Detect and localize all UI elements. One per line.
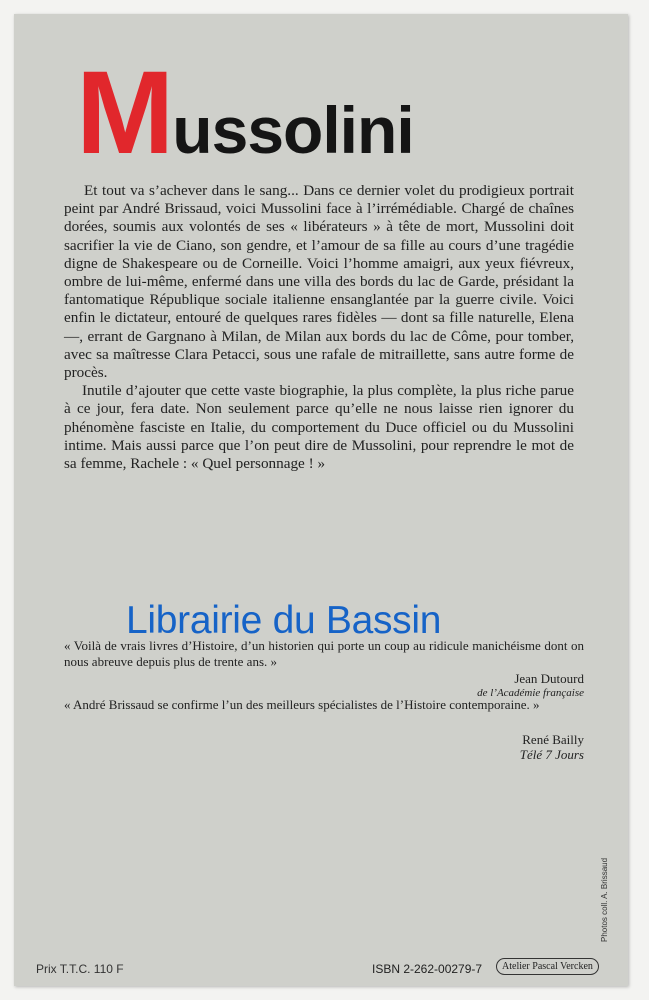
review-attribution-2 xyxy=(520,732,584,762)
bookseller-stamp: Librairie du Bassin xyxy=(126,599,442,642)
blurb xyxy=(64,182,574,473)
book-title xyxy=(76,47,414,179)
book-back-cover xyxy=(14,14,628,986)
blurb-paragraph-1: Et tout va s’achever dans le sang... Dans ce dernier volet du prodigieux portrait peint par André Brissaud, voici Mussolini face à l’irrémédiable. Chargé de chaînes dorées, soumis aux volontés de ses « libérateurs » à tête de mort, Mussolini doit sacrifier la vie de Ciano, son gendre, et l’amour de sa fille au cours d’une tragédie digne de Shakespeare ou de Corneille. Voici l’homme amaigri, aux yeux fiévreux, ombre de lui-même, enfermé dans une villa des bords du lac de Garde, présidant la fantomatique République sociale italienne ensanglantée par la guerre civile. Voici enfin le dictateur, entouré de quelques rares fidèles — dont sa fille naturelle, Elena —, errant de Gargnano à Milan, de Milan aux bords du lac de Côme, pour tomber, avec sa maîtresse Clara Petacci, sous une rafale de mitraillette, sans autre forme de procès. xyxy=(64,182,574,382)
review-author-2: René Bailly xyxy=(522,732,584,747)
review-source-1: de l’Académie française xyxy=(477,687,584,699)
review-quote-1: « Voilà de vrais livres d’Histoire, d’un historien qui porte un coup au ridicule manichéisme dont on nous abreuve depuis plus de trente ans. » xyxy=(64,638,584,669)
review-source-2: Télé 7 Jours xyxy=(519,747,584,762)
title-first-letter: M xyxy=(76,47,173,179)
title-rest: ussolini xyxy=(172,93,414,167)
photo-credit: Photos coll. A. Brissaud xyxy=(600,857,609,942)
review-author-1: Jean Dutourd xyxy=(514,671,584,686)
blurb-paragraph-2: Inutile d’ajouter que cette vaste biographie, la plus complète, la plus riche parue à ce jour, fera date. Non seulement parce qu’elle ne nous laisse rien ignorer du phénomène fasciste en Italie, du comportement du Duce officiel ou du Mussolini intime. Mais aussi parce que l’on peut dire de Mussolini, pour reprendre le mot de sa femme, Rachele : « Quel personnage ! » xyxy=(64,382,574,473)
review-quote-2: « André Brissaud se confirme l’un des meilleurs spécialistes de l’Histoire contemporaine. » xyxy=(64,697,540,712)
publisher-mark: Atelier Pascal Vercken xyxy=(496,958,599,975)
price-label: Prix T.T.C. 110 F xyxy=(36,962,124,976)
isbn-label: ISBN 2-262-00279-7 xyxy=(372,962,483,976)
